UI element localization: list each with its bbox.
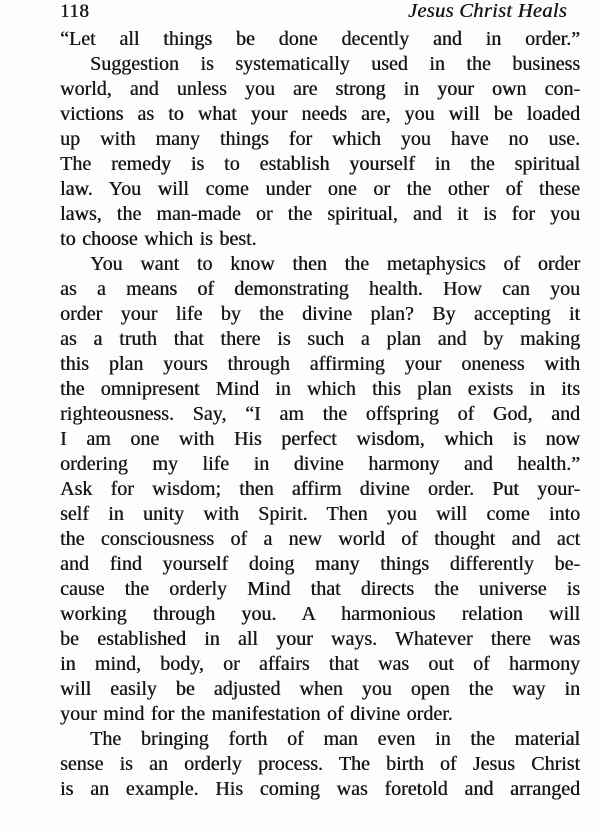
text-line: in mind, body, or affairs that was out of harmony bbox=[60, 653, 580, 675]
text-line: law. You will come under one or the other of these bbox=[60, 178, 580, 200]
page-header bbox=[60, 1, 580, 22]
text-line: sense is an orderly process. The birth of Jesus Christ bbox=[60, 753, 580, 775]
text-line: righteousness. Say, “I am the offspring of God, and bbox=[60, 403, 580, 425]
text-line: up with many things for which you have no use. bbox=[60, 128, 580, 150]
text-line: cause the orderly Mind that directs the universe is bbox=[60, 578, 580, 600]
text-line: ordering my life in divine harmony and health.” bbox=[60, 453, 580, 475]
text-line: the omnipresent Mind in which this plan exists in its bbox=[60, 378, 580, 400]
body-text bbox=[60, 27, 580, 802]
text-line: The bringing forth of man even in the material bbox=[90, 728, 580, 750]
text-line: is an example. His coming was foretold and arranged bbox=[60, 778, 580, 800]
text-line: “Let all things be done decently and in order.” bbox=[60, 28, 580, 50]
text-line: will easily be adjusted when you open the way in bbox=[60, 678, 580, 700]
text-line: this plan yours through affirming your oneness with bbox=[60, 353, 580, 375]
text-line: working through you. A harmonious relation will bbox=[60, 603, 580, 625]
text-line: world, and unless you are strong in your own con- bbox=[60, 78, 580, 100]
text-line: The remedy is to establish yourself in the spiritual bbox=[60, 153, 580, 175]
text-line: as a truth that there is such a plan and by making bbox=[60, 328, 580, 350]
text-line: as a means of demonstrating health. How can you bbox=[60, 278, 580, 300]
text-line: victions as to what your needs are, you will be loaded bbox=[60, 103, 580, 125]
text-line: your mind for the manifestation of divine order. bbox=[60, 703, 453, 725]
text-line: I am one with His perfect wisdom, which is now bbox=[60, 428, 580, 450]
text-line: laws, the man-made or the spiritual, and it is for you bbox=[60, 203, 580, 225]
text-line: and find yourself doing many things differently be- bbox=[60, 553, 580, 575]
text-line: to choose which is best. bbox=[60, 228, 257, 250]
text-line: You want to know then the metaphysics of order bbox=[90, 253, 580, 275]
text-line: self in unity with Spirit. Then you will come into bbox=[60, 503, 580, 525]
running-title: Jesus Christ Heals bbox=[407, 0, 567, 22]
page-number: 118 bbox=[60, 1, 90, 22]
text-line: be established in all your ways. Whatever there was bbox=[60, 628, 580, 650]
text-line: order your life by the divine plan? By accepting it bbox=[60, 303, 580, 325]
text-line: the consciousness of a new world of thought and act bbox=[60, 528, 580, 550]
text-line: Ask for wisdom; then affirm divine order. Put your- bbox=[60, 478, 580, 500]
text-line: Suggestion is systematically used in the business bbox=[90, 53, 580, 75]
